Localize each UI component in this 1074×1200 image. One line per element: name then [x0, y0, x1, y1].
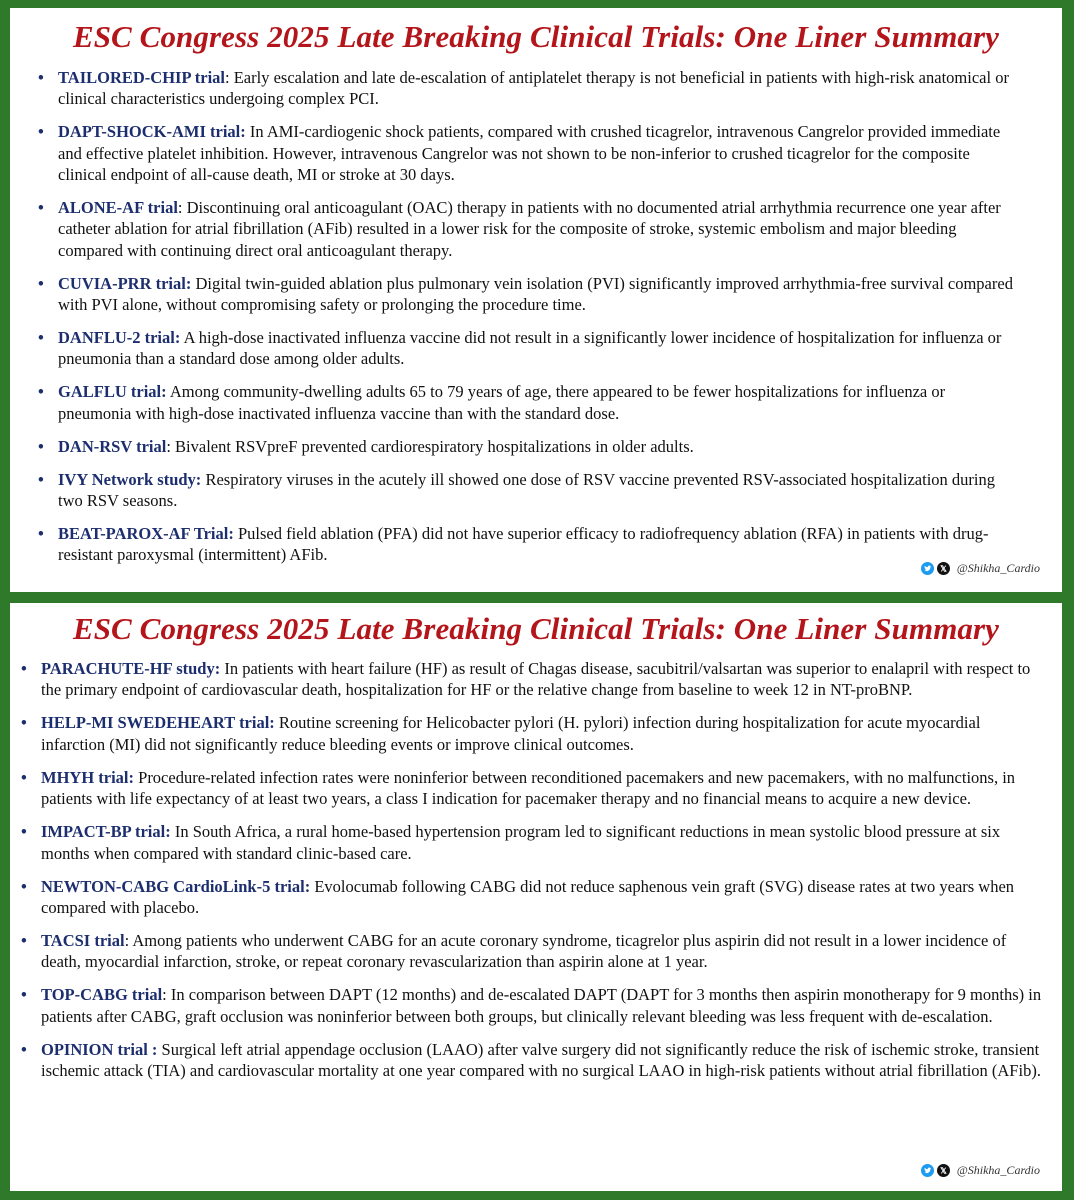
trial-summary: Bivalent RSVpreF prevented cardiorespiratory hospitalizations in older adults.	[170, 436, 694, 456]
trial-item	[38, 197, 1022, 261]
trial-item	[21, 658, 1042, 701]
trial-item	[21, 1039, 1042, 1082]
author-credit	[921, 561, 1040, 576]
author-handle: @Shikha_Cardio	[956, 1163, 1040, 1177]
author-credit	[921, 1163, 1040, 1178]
trial-summary: Routine screening for Helicobacter pylori (H. pylori) infection during hospitalization for acute myocardial infarction (MI) did not significantly reduce bleeding events or improve clinical outcomes.	[41, 713, 981, 754]
bullet: •	[38, 122, 44, 142]
trial-summary: Early escalation and late de-escalation of antiplatelet therapy is not beneficial in patients with high-risk anatomical or clinical characteristics undergoing complex PCI.	[58, 68, 1009, 109]
trial-summary: Evolocumab following CABG did not reduce saphenous vein graft (SVG) disease rates at two years when compared with placebo.	[41, 876, 1015, 918]
trial-summary: In AMI-cardiogenic shock patients, compared with crushed ticagrelor, intravenous Cangrelor provided immediate and effective platelet inhibition. However, intravenous Cangrelor was not shown to be non-inferior to crushed ticagrelor for the composite clinical endpoint of all-cause death, MI or stroke at 30 days.	[58, 122, 1001, 185]
bullet: •	[21, 822, 27, 842]
trial-summary: Respiratory viruses in the acutely ill showed one dose of RSV vaccine prevented RSV-associated hospitalization during two RSV seasons.	[58, 469, 995, 510]
trial-list	[10, 649, 1062, 1082]
trial-summary: Surgical left atrial appendage occlusion (LAAO) after valve surgery did not significantly reduce the risk of ischemic stroke, transient ischemic attack (TIA) and cardiovascular mortality at one year compared with no surgical LAAO in high-risk patients without atrial fibrillation (AFib).	[41, 1039, 1041, 1081]
trial-item	[21, 712, 1042, 755]
trial-summary: In South Africa, a rural home-based hypertension program led to significant reductions in mean systolic blood pressure at six months when compared with standard clinic-based care.	[41, 822, 1001, 863]
trial-separator: :	[166, 436, 171, 456]
trial-name: TOP-CABG trial	[41, 985, 163, 1005]
trial-name: GALFLU trial:	[58, 382, 167, 402]
trial-name: DAPT-SHOCK-AMI trial:	[58, 122, 246, 142]
summary-panel-bottom	[10, 603, 1062, 1191]
panel-title: ESC Congress 2025 Late Breaking Clinical Trials: One Liner Summary	[72, 19, 1000, 54]
trial-item	[38, 523, 1022, 566]
trial-name: DANFLU-2 trial:	[58, 328, 181, 348]
trial-separator: :	[124, 931, 130, 951]
twitter-bird-icon	[921, 1164, 934, 1177]
trial-name: OPINION trial :	[41, 1039, 158, 1059]
trial-item	[38, 121, 1022, 185]
bullet: •	[21, 713, 27, 733]
trial-summary: Discontinuing oral anticoagulant (OAC) therapy in patients with no documented atrial arrhythmia recurrence one year after catheter ablation for atrial fibrillation (AFib) resulted in a lower risk for the composite of stroke, systemic embolism and major bleeding compared with continuing direct oral anticoagulant therapy.	[58, 198, 1001, 260]
bullet: •	[38, 68, 44, 87]
trial-item	[21, 984, 1042, 1027]
trial-list	[10, 57, 1062, 566]
trial-name: PARACHUTE-HF study:	[41, 659, 221, 678]
trial-name: NEWTON-CABG CardioLink-5 trial:	[41, 876, 311, 896]
trial-name: CUVIA-PRR trial:	[58, 273, 192, 293]
trial-item	[38, 327, 1022, 370]
bullet: •	[38, 436, 44, 456]
trial-name: TAILORED-CHIP trial	[58, 68, 225, 87]
summary-panel-top	[10, 8, 1062, 592]
trial-name: IVY Network study:	[58, 469, 202, 489]
trial-item	[21, 767, 1042, 810]
bullet: •	[21, 1039, 27, 1059]
trial-summary: Among patients who underwent CABG for an acute coronary syndrome, ticagrelor plus aspirin did not result in a lower incidence of death, myocardial infarction, stroke, or repeat coronary revascularization than aspirin alone at 1 year.	[41, 931, 1007, 972]
trial-summary: Among community-dwelling adults 65 to 79 years of age, there appeared to be fewer hospitalizations for influenza or pneumonia with high-dose inactivated influenza vaccine than with the standard dose.	[58, 382, 946, 423]
trial-summary: Digital twin-guided ablation plus pulmonary vein isolation (PVI) significantly improved arrhythmia-free survival compared with PVI alone, without compromising safety or prolonging the procedure time.	[58, 273, 1013, 315]
trial-name: MHYH trial:	[41, 767, 135, 787]
trial-summary: Pulsed field ablation (PFA) did not have superior efficacy to radiofrequency ablation (RFA) in patients with drug-resistant paroxysmal (intermittent) AFib.	[58, 523, 989, 565]
trial-name: HELP-MI SWEDEHEART trial:	[41, 713, 275, 733]
trial-name: BEAT-PAROX-AF Trial:	[58, 523, 234, 543]
bullet: •	[38, 198, 44, 218]
bullet: •	[38, 328, 44, 348]
panel-title: ESC Congress 2025 Late Breaking Clinical Trials: One Liner Summary	[72, 611, 1000, 646]
trial-separator: :	[225, 68, 230, 87]
bullet: •	[21, 931, 27, 951]
trial-item	[38, 273, 1022, 316]
trial-item	[21, 930, 1042, 973]
trial-summary: A high-dose inactivated influenza vaccine did not result in a significantly lower incidence of hospitalization for influenza or pneumonia than a standard dose among older adults.	[58, 328, 1002, 369]
trial-separator: :	[162, 985, 167, 1005]
bullet: •	[38, 469, 44, 489]
author-handle: @Shikha_Cardio	[956, 561, 1040, 575]
bullet: •	[21, 659, 27, 678]
trial-item	[21, 821, 1042, 864]
trial-item	[38, 67, 1022, 110]
bullet: •	[21, 985, 27, 1005]
trial-item	[38, 381, 1022, 424]
bullet: •	[21, 767, 27, 787]
bullet: •	[21, 876, 27, 896]
trial-name: IMPACT-BP trial:	[41, 822, 171, 842]
trial-item	[21, 876, 1042, 919]
trial-item	[38, 469, 1022, 512]
trial-item	[38, 436, 1022, 457]
trial-name: ALONE-AF trial	[58, 198, 178, 218]
trial-separator: :	[177, 198, 183, 218]
trial-summary: In comparison between DAPT (12 months) and de-escalated DAPT (DAPT for 3 months then aspirin monotherapy for 9 months) in patients after CABG, graft occlusion was noninferior between both groups, but clinically relevant bleeding was less frequent with de-escalation.	[41, 985, 1042, 1026]
trial-summary: Procedure-related infection rates were noninferior between reconditioned pacemakers and new pacemakers, with no malfunctions, in patients with life expectancy of at least two years, a class I indication for pacemaker therapy and no financial means to acquire a new device.	[41, 767, 1016, 809]
bullet: •	[38, 523, 44, 543]
trial-name: DAN-RSV trial	[58, 436, 167, 456]
twitter-bird-icon	[921, 562, 934, 575]
x-logo-icon	[937, 562, 950, 575]
trial-name: TACSI trial	[41, 931, 125, 951]
x-logo-icon	[937, 1164, 950, 1177]
bullet: •	[38, 273, 44, 293]
trial-summary: In patients with heart failure (HF) as result of Chagas disease, sacubitril/valsartan was superior to enalapril with respect to the primary endpoint of cardiovascular death, hospitalization for HF or the relative change from baseline to week 12 in NT-proBNP.	[41, 659, 1031, 700]
bullet: •	[38, 382, 44, 402]
